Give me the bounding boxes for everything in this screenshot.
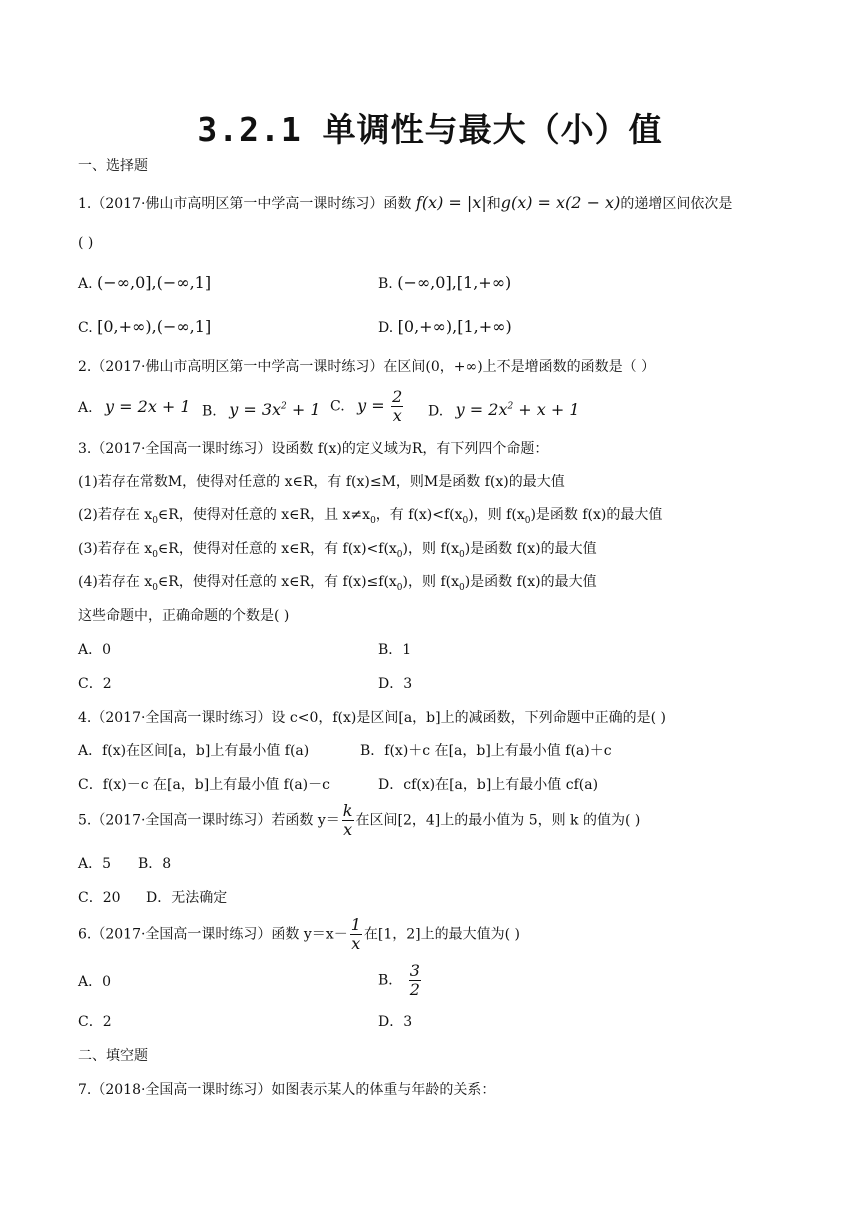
question-6-stem (78, 916, 520, 953)
q3-p4-sub3: 0 (458, 582, 465, 593)
q5-option-b: B．8 (138, 856, 172, 872)
q3-p3-b: ∈R，使得对任意的 x∈R，有 f(x)<f(x (157, 541, 397, 557)
q1-option-c-value: [0,+∞),(−∞,1] (97, 317, 212, 336)
q6-fraction (350, 916, 362, 953)
q2-option-a-label: A. (78, 400, 93, 416)
q3-p3-sub2: 0 (396, 549, 403, 560)
q1-prefix: 1.（2017·佛山市高明区第一中学高一课时练习）函数 (78, 196, 412, 212)
q2-c-pre: y = (357, 395, 385, 415)
q3-p4-b: ∈R，使得对任意的 x∈R，有 f(x)≤f(x (157, 574, 397, 590)
q4-option-b: B．f(x)＋c 在[a，b]上有最小值 f(a)＋c (360, 743, 612, 759)
q3-option-c: C．2 (78, 676, 112, 692)
q3-option-b: B．1 (378, 642, 412, 658)
q4-option-d: D．cf(x)在[a，b]上有最小值 cf(a) (378, 777, 599, 793)
q5-pre: 5.（2017·全国高一课时练习）若函数 y＝ (78, 812, 340, 829)
q2-option-a (78, 398, 191, 417)
q3-p2-sub3: 0 (462, 515, 469, 526)
q1-option-a-value: (−∞,0],(−∞,1] (97, 273, 212, 292)
q1-option-c (78, 318, 211, 337)
q3-p2-e: )是函数 f(x)的最大值 (530, 507, 663, 523)
q2-d-exponent: 2 (507, 402, 514, 412)
q3-p3-sub3: 0 (458, 549, 465, 560)
q3-p4-c: )，则 f(x (402, 574, 459, 590)
q2-b-exponent: 2 (281, 402, 287, 412)
q3-p3-d: )是函数 f(x)的最大值 (464, 541, 597, 557)
q2-option-a-value: y = 2x + 1 (105, 397, 191, 416)
q6-post: 在[1，2]上的最大值为( ) (363, 926, 521, 943)
q5-option-c: C．20 (78, 890, 121, 906)
q3-p3-c: )，则 f(x (402, 541, 459, 557)
q3-p4-d: )是函数 f(x)的最大值 (464, 574, 597, 590)
q1-option-b (378, 274, 511, 293)
question-2-stem: 2.（2017·佛山市高明区第一中学高一课时练习）在区间(0，+∞)上不是增函数的函数是（ ） (78, 359, 656, 375)
q6-option-d: D．3 (378, 1014, 413, 1030)
q3-p4-sub1: 0 (152, 582, 158, 593)
q3-p3-a: (3)若存在 x (78, 541, 153, 557)
question-1-stem (78, 194, 732, 213)
q1-option-a (78, 274, 211, 293)
q2-b-pre: y = 3x (229, 400, 282, 420)
q3-p2-b: ∈R，使得对任意的 x∈R，且 x≠x (157, 507, 371, 523)
q5-fraction (342, 802, 354, 839)
q6-option-c: C．2 (78, 1014, 112, 1030)
q3-option-d: D．3 (378, 676, 413, 692)
q6-b-fraction (409, 962, 421, 999)
q1-f-expression: f(x) = |x| (415, 193, 487, 212)
q1-g-expression: g(x) = x(2 − x) (500, 193, 621, 212)
q6-pre: 6.（2017·全国高一课时练习）函数 y＝x－ (78, 926, 348, 943)
q5-option-a: A．5 (78, 856, 112, 872)
q2-option-d-label: D. (428, 403, 444, 420)
q2-c-denominator: x (392, 406, 402, 425)
q3-option-a: A．0 (78, 642, 112, 658)
page-title: 3.2.1 单调性与最大（小）值 (197, 110, 663, 149)
q3-proposition-2 (78, 506, 662, 530)
q3-p2-sub2: 0 (370, 515, 376, 526)
section-heading-choice: 一、选择题 (78, 158, 148, 174)
q2-c-fraction (391, 388, 403, 425)
question-7-stem: 7.（2018·全国高一课时练习）如图表示某人的体重与年龄的关系： (78, 1082, 496, 1098)
q2-option-d (428, 398, 580, 420)
q5-option-d: D．无法确定 (146, 890, 228, 906)
q3-proposition-1: (1)若存在常数M，使得对任意的 x∈R，有 f(x)≤M，则M是函数 f(x)的最大值 (78, 474, 565, 490)
q1-mid: 和 (486, 196, 501, 212)
q2-option-c (330, 388, 405, 425)
q3-proposition-3 (78, 540, 597, 564)
q4-option-a: A．f(x)在区间[a，b]上有最小值 f(a) (78, 743, 310, 759)
q3-question: 这些命题中，正确命题的个数是( ) (78, 608, 290, 624)
q6-denominator: x (351, 934, 361, 953)
q5-post: 在区间[2，4]上的最小值为 5，则 k 的值为( ) (355, 812, 641, 829)
q2-d-post: + x + 1 (513, 400, 580, 420)
q1-option-b-label: B. (378, 276, 393, 292)
q3-p2-sub4: 0 (524, 515, 531, 526)
q3-p4-sub2: 0 (396, 582, 403, 593)
q2-option-c-label: C. (330, 398, 345, 415)
q1-option-c-label: C. (78, 320, 93, 336)
q3-p4-a: (4)若存在 x (78, 574, 153, 590)
q3-p2-d: )，则 f(x (468, 507, 525, 523)
q2-b-post: + 1 (286, 400, 321, 420)
q2-option-d-value (456, 400, 580, 419)
q1-option-d-value: [0,+∞),[1,+∞) (397, 317, 512, 336)
q1-option-d (378, 318, 512, 337)
q3-p2-a: (2)若存在 x (78, 507, 153, 523)
q2-option-b-label: B. (202, 403, 217, 420)
q5-numerator: k (342, 801, 353, 820)
q6-b-denominator: 2 (409, 980, 420, 999)
q3-proposition-4 (78, 573, 597, 597)
q2-option-b-value (229, 400, 320, 419)
q1-suffix: 的递增区间依次是 (620, 196, 733, 212)
q1-option-a-label: A. (78, 276, 93, 292)
q2-option-b (202, 398, 321, 420)
q1-answer-blank: ( ) (78, 235, 94, 251)
q6-option-b-label: B． (378, 972, 403, 989)
q6-option-b (378, 962, 423, 999)
q5-denominator: x (343, 820, 353, 839)
q3-p2-c: ，有 f(x)<f(x (375, 507, 463, 523)
question-5-stem (78, 802, 640, 839)
q6-numerator: 1 (350, 915, 361, 934)
q1-option-d-label: D. (378, 320, 394, 336)
section-heading-fill-in: 二、填空题 (78, 1048, 148, 1064)
q3-p2-sub1: 0 (152, 515, 158, 526)
q4-option-c: C．f(x)－c 在[a，b]上有最小值 f(a)－c (78, 777, 330, 793)
q6-b-numerator: 3 (409, 961, 420, 980)
q2-c-numerator: 2 (392, 387, 403, 406)
question-3-stem: 3.（2017·全国高一课时练习）设函数 f(x)的定义域为R，有下列四个命题： (78, 441, 549, 457)
q3-p3-sub1: 0 (152, 549, 158, 560)
q6-option-a: A．0 (78, 974, 112, 990)
q2-d-pre: y = 2x (455, 400, 508, 420)
question-4-stem: 4.（2017·全国高一课时练习）设 c<0，f(x)是区间[a，b]上的减函数，下列命题中正确的是( ) (78, 710, 666, 726)
q1-option-b-value: (−∞,0],[1,+∞) (397, 273, 512, 292)
